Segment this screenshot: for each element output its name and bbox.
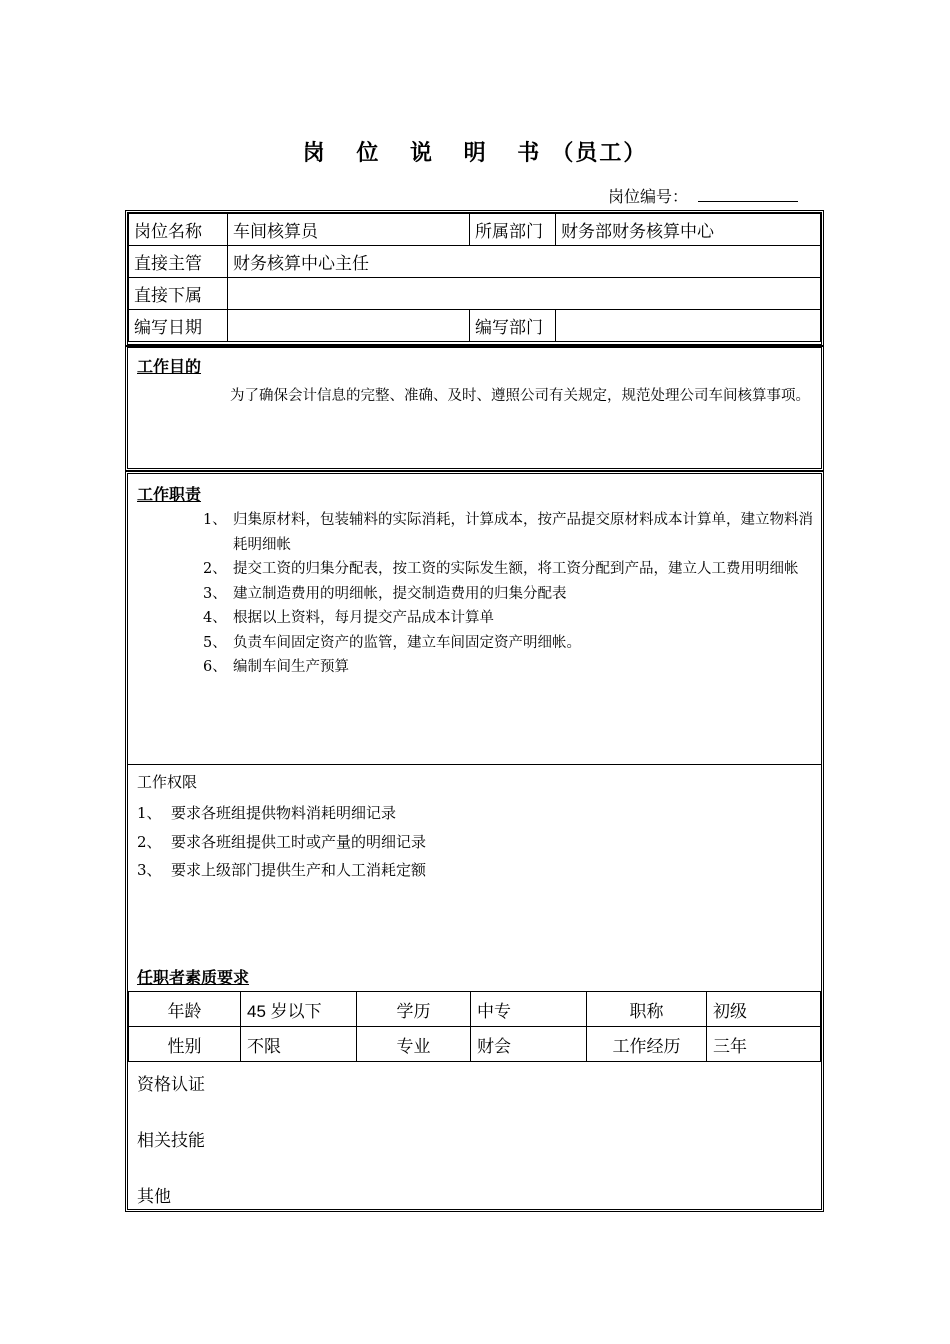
authority-heading: 工作权限: [137, 773, 198, 791]
title-label: 职称: [587, 992, 707, 1027]
position-code-blank: [698, 187, 798, 202]
table-row: [129, 992, 821, 1027]
duties-section: [125, 471, 824, 1212]
duties-heading: 工作职责: [137, 485, 202, 504]
exp-value: 三年: [707, 1027, 821, 1062]
dept-value: 财务部财务核算中心: [556, 214, 821, 246]
author-dept-label: 编写部门: [470, 310, 556, 342]
list-item: 3、 要求上级部门提供生产和人工消耗定额: [137, 861, 427, 879]
list-item: 2、 提交工资的归集分配表，按工资的实际发生额，将工资分配到产品，建立人工费用明细帐: [203, 561, 799, 577]
gender-label: 性别: [129, 1027, 241, 1062]
supervisor-value: 财务核算中心主任: [228, 246, 821, 278]
major-value: 财会: [471, 1027, 587, 1062]
page-title: 岗 位 说 明 书（员工）: [302, 140, 648, 166]
table-row: [129, 1027, 821, 1062]
authority-list: [137, 799, 426, 885]
basic-info-section: [125, 210, 824, 347]
basic-info-table: [128, 213, 821, 342]
list-item: 5、 负责车间固定资产的监管，建立车间固定资产明细帐。: [203, 634, 581, 651]
purpose-heading: 工作目的: [137, 357, 202, 376]
list-item: 1、 要求各班组提供物料消耗明细记录: [137, 804, 397, 822]
dept-label: 所属部门: [470, 214, 556, 246]
table-row: [129, 310, 821, 342]
duties-list: [203, 508, 818, 680]
table-row: [129, 214, 821, 246]
name-label: 岗位名称: [129, 214, 228, 246]
exp-label: 工作经历: [587, 1027, 707, 1062]
list-item: 3、 建立制造费用的明细帐，提交制造费用的归集分配表: [203, 585, 567, 602]
table-row: [129, 246, 821, 278]
skill-label: 相关技能: [137, 1131, 205, 1151]
age-label: 年龄: [129, 992, 241, 1027]
edu-value: 中专: [471, 992, 587, 1027]
list-item: 4、 根据以上资料，每月提交产品成本计算单: [203, 610, 494, 626]
list-item: 1、 归集原材料，包装辅料的实际消耗，计算成本，按产品提交原材料成本计算单，建立物料消耗明细帐: [203, 512, 813, 553]
supervisor-label: 直接主管: [129, 246, 228, 278]
qualification-table: [128, 991, 821, 1062]
gender-value: 不限: [241, 1027, 357, 1062]
date-label: 编写日期: [129, 310, 228, 342]
major-label: 专业: [357, 1027, 471, 1062]
list-item: 6、 编制车间生产预算: [203, 659, 349, 675]
name-value: 车间核算员: [228, 214, 470, 246]
subordinate-label: 直接下属: [129, 278, 228, 310]
authority-area: [128, 764, 821, 1057]
purpose-text: 为了确保会计信息的完整、准确、及时、遵照公司有关规定，规范处理公司车间核算事项。: [230, 388, 810, 404]
position-code: 岗位编号：: [608, 184, 798, 207]
other-label: 其他: [137, 1187, 171, 1207]
qualification-heading: 任职者素质要求: [137, 968, 250, 987]
purpose-section: [125, 345, 824, 471]
title-value: 初级: [707, 992, 821, 1027]
author-dept-value: [556, 310, 821, 342]
edu-label: 学历: [357, 992, 471, 1027]
cert-label: 资格认证: [137, 1075, 205, 1095]
list-item: 2、 要求各班组提供工时或产量的明细记录: [137, 832, 427, 851]
age-value: 45 岁以下: [241, 992, 357, 1027]
date-value: [228, 310, 470, 342]
table-row: [129, 278, 821, 310]
subordinate-value: [228, 278, 821, 310]
